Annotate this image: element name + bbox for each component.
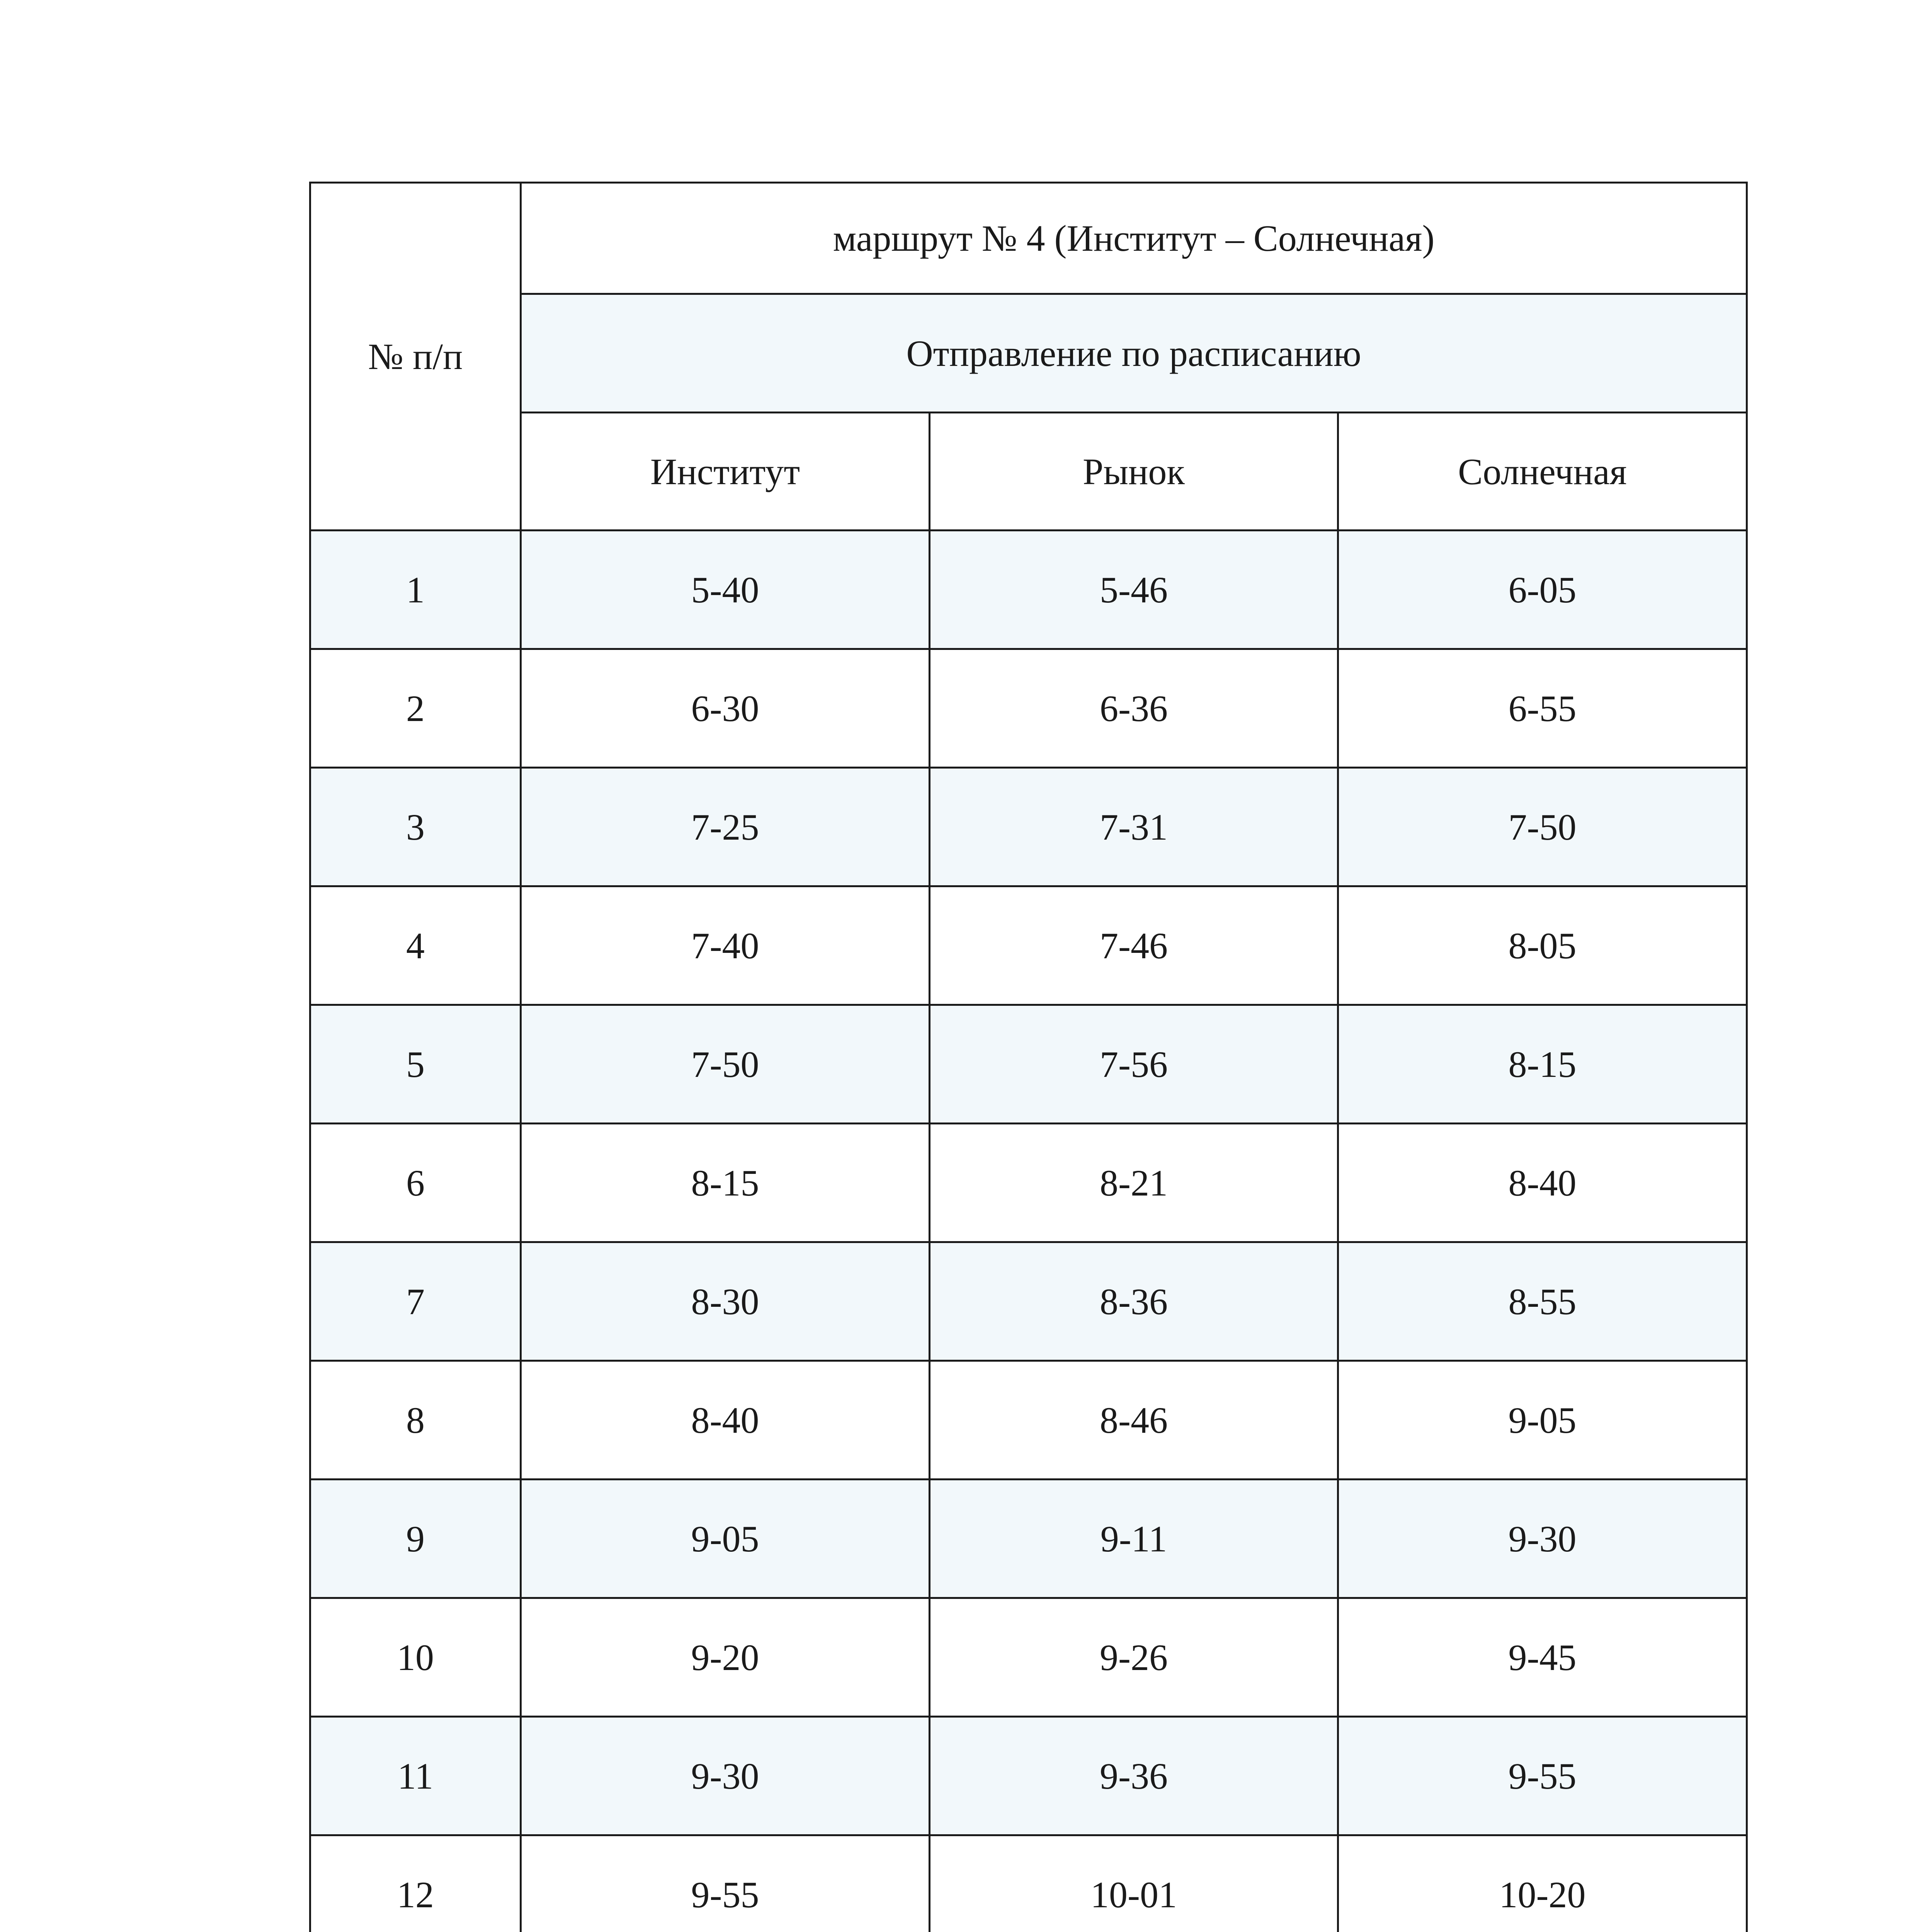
cell-time: 8-55 xyxy=(1338,1242,1747,1361)
schedule-table xyxy=(309,182,1748,1932)
cell-time: 8-21 xyxy=(930,1124,1338,1242)
cell-time: 8-46 xyxy=(930,1361,1338,1480)
cell-number: 1 xyxy=(310,531,521,649)
cell-time: 9-05 xyxy=(1338,1361,1747,1480)
table-row xyxy=(310,1242,1747,1361)
departure-title: Отправление по расписанию xyxy=(521,294,1747,413)
table-row xyxy=(310,531,1747,649)
cell-time: 9-55 xyxy=(1338,1717,1747,1835)
cell-number: 12 xyxy=(310,1835,521,1932)
cell-time: 9-55 xyxy=(521,1835,930,1932)
cell-number: 10 xyxy=(310,1598,521,1717)
table-row xyxy=(310,886,1747,1005)
table-row xyxy=(310,1005,1747,1124)
table-row xyxy=(310,1717,1747,1835)
table-row xyxy=(310,1361,1747,1480)
cell-time: 10-01 xyxy=(930,1835,1338,1932)
cell-number: 8 xyxy=(310,1361,521,1480)
cell-number: 7 xyxy=(310,1242,521,1361)
cell-time: 9-30 xyxy=(1338,1480,1747,1598)
header-row-stops xyxy=(310,413,1747,531)
cell-time: 6-36 xyxy=(930,649,1338,768)
cell-time: 8-40 xyxy=(521,1361,930,1480)
cell-time: 9-20 xyxy=(521,1598,930,1717)
cell-time: 5-40 xyxy=(521,531,930,649)
cell-time: 9-45 xyxy=(1338,1598,1747,1717)
route-title: маршрут № 4 (Институт – Солнечная) xyxy=(521,183,1747,294)
cell-time: 8-05 xyxy=(1338,886,1747,1005)
cell-time: 9-11 xyxy=(930,1480,1338,1598)
cell-number: 9 xyxy=(310,1480,521,1598)
column-header-stop: Институт xyxy=(521,413,930,531)
cell-time: 6-30 xyxy=(521,649,930,768)
cell-time: 8-40 xyxy=(1338,1124,1747,1242)
cell-number: 5 xyxy=(310,1005,521,1124)
table-row xyxy=(310,768,1747,886)
table-row xyxy=(310,1598,1747,1717)
header-row-route xyxy=(310,183,1747,294)
cell-number: 2 xyxy=(310,649,521,768)
column-header-number: № п/п xyxy=(310,183,521,531)
cell-time: 9-36 xyxy=(930,1717,1338,1835)
schedule-body xyxy=(310,531,1747,1932)
column-header-stop: Рынок xyxy=(930,413,1338,531)
table-row xyxy=(310,1480,1747,1598)
cell-number: 6 xyxy=(310,1124,521,1242)
header-row-departure xyxy=(310,294,1747,413)
cell-time: 10-20 xyxy=(1338,1835,1747,1932)
cell-time: 9-26 xyxy=(930,1598,1338,1717)
cell-time: 7-46 xyxy=(930,886,1338,1005)
cell-number: 3 xyxy=(310,768,521,886)
cell-time: 8-15 xyxy=(521,1124,930,1242)
cell-time: 8-15 xyxy=(1338,1005,1747,1124)
cell-number: 4 xyxy=(310,886,521,1005)
cell-time: 8-36 xyxy=(930,1242,1338,1361)
cell-time: 9-05 xyxy=(521,1480,930,1598)
cell-number: 11 xyxy=(310,1717,521,1835)
table-row xyxy=(310,1835,1747,1932)
cell-time: 7-25 xyxy=(521,768,930,886)
column-header-stop: Солнечная xyxy=(1338,413,1747,531)
cell-time: 6-05 xyxy=(1338,531,1747,649)
cell-time: 6-55 xyxy=(1338,649,1747,768)
cell-time: 7-56 xyxy=(930,1005,1338,1124)
cell-time: 7-50 xyxy=(521,1005,930,1124)
cell-time: 8-30 xyxy=(521,1242,930,1361)
cell-time: 5-46 xyxy=(930,531,1338,649)
cell-time: 7-40 xyxy=(521,886,930,1005)
cell-time: 7-31 xyxy=(930,768,1338,886)
cell-time: 7-50 xyxy=(1338,768,1747,886)
table-row xyxy=(310,649,1747,768)
table-row xyxy=(310,1124,1747,1242)
cell-time: 9-30 xyxy=(521,1717,930,1835)
